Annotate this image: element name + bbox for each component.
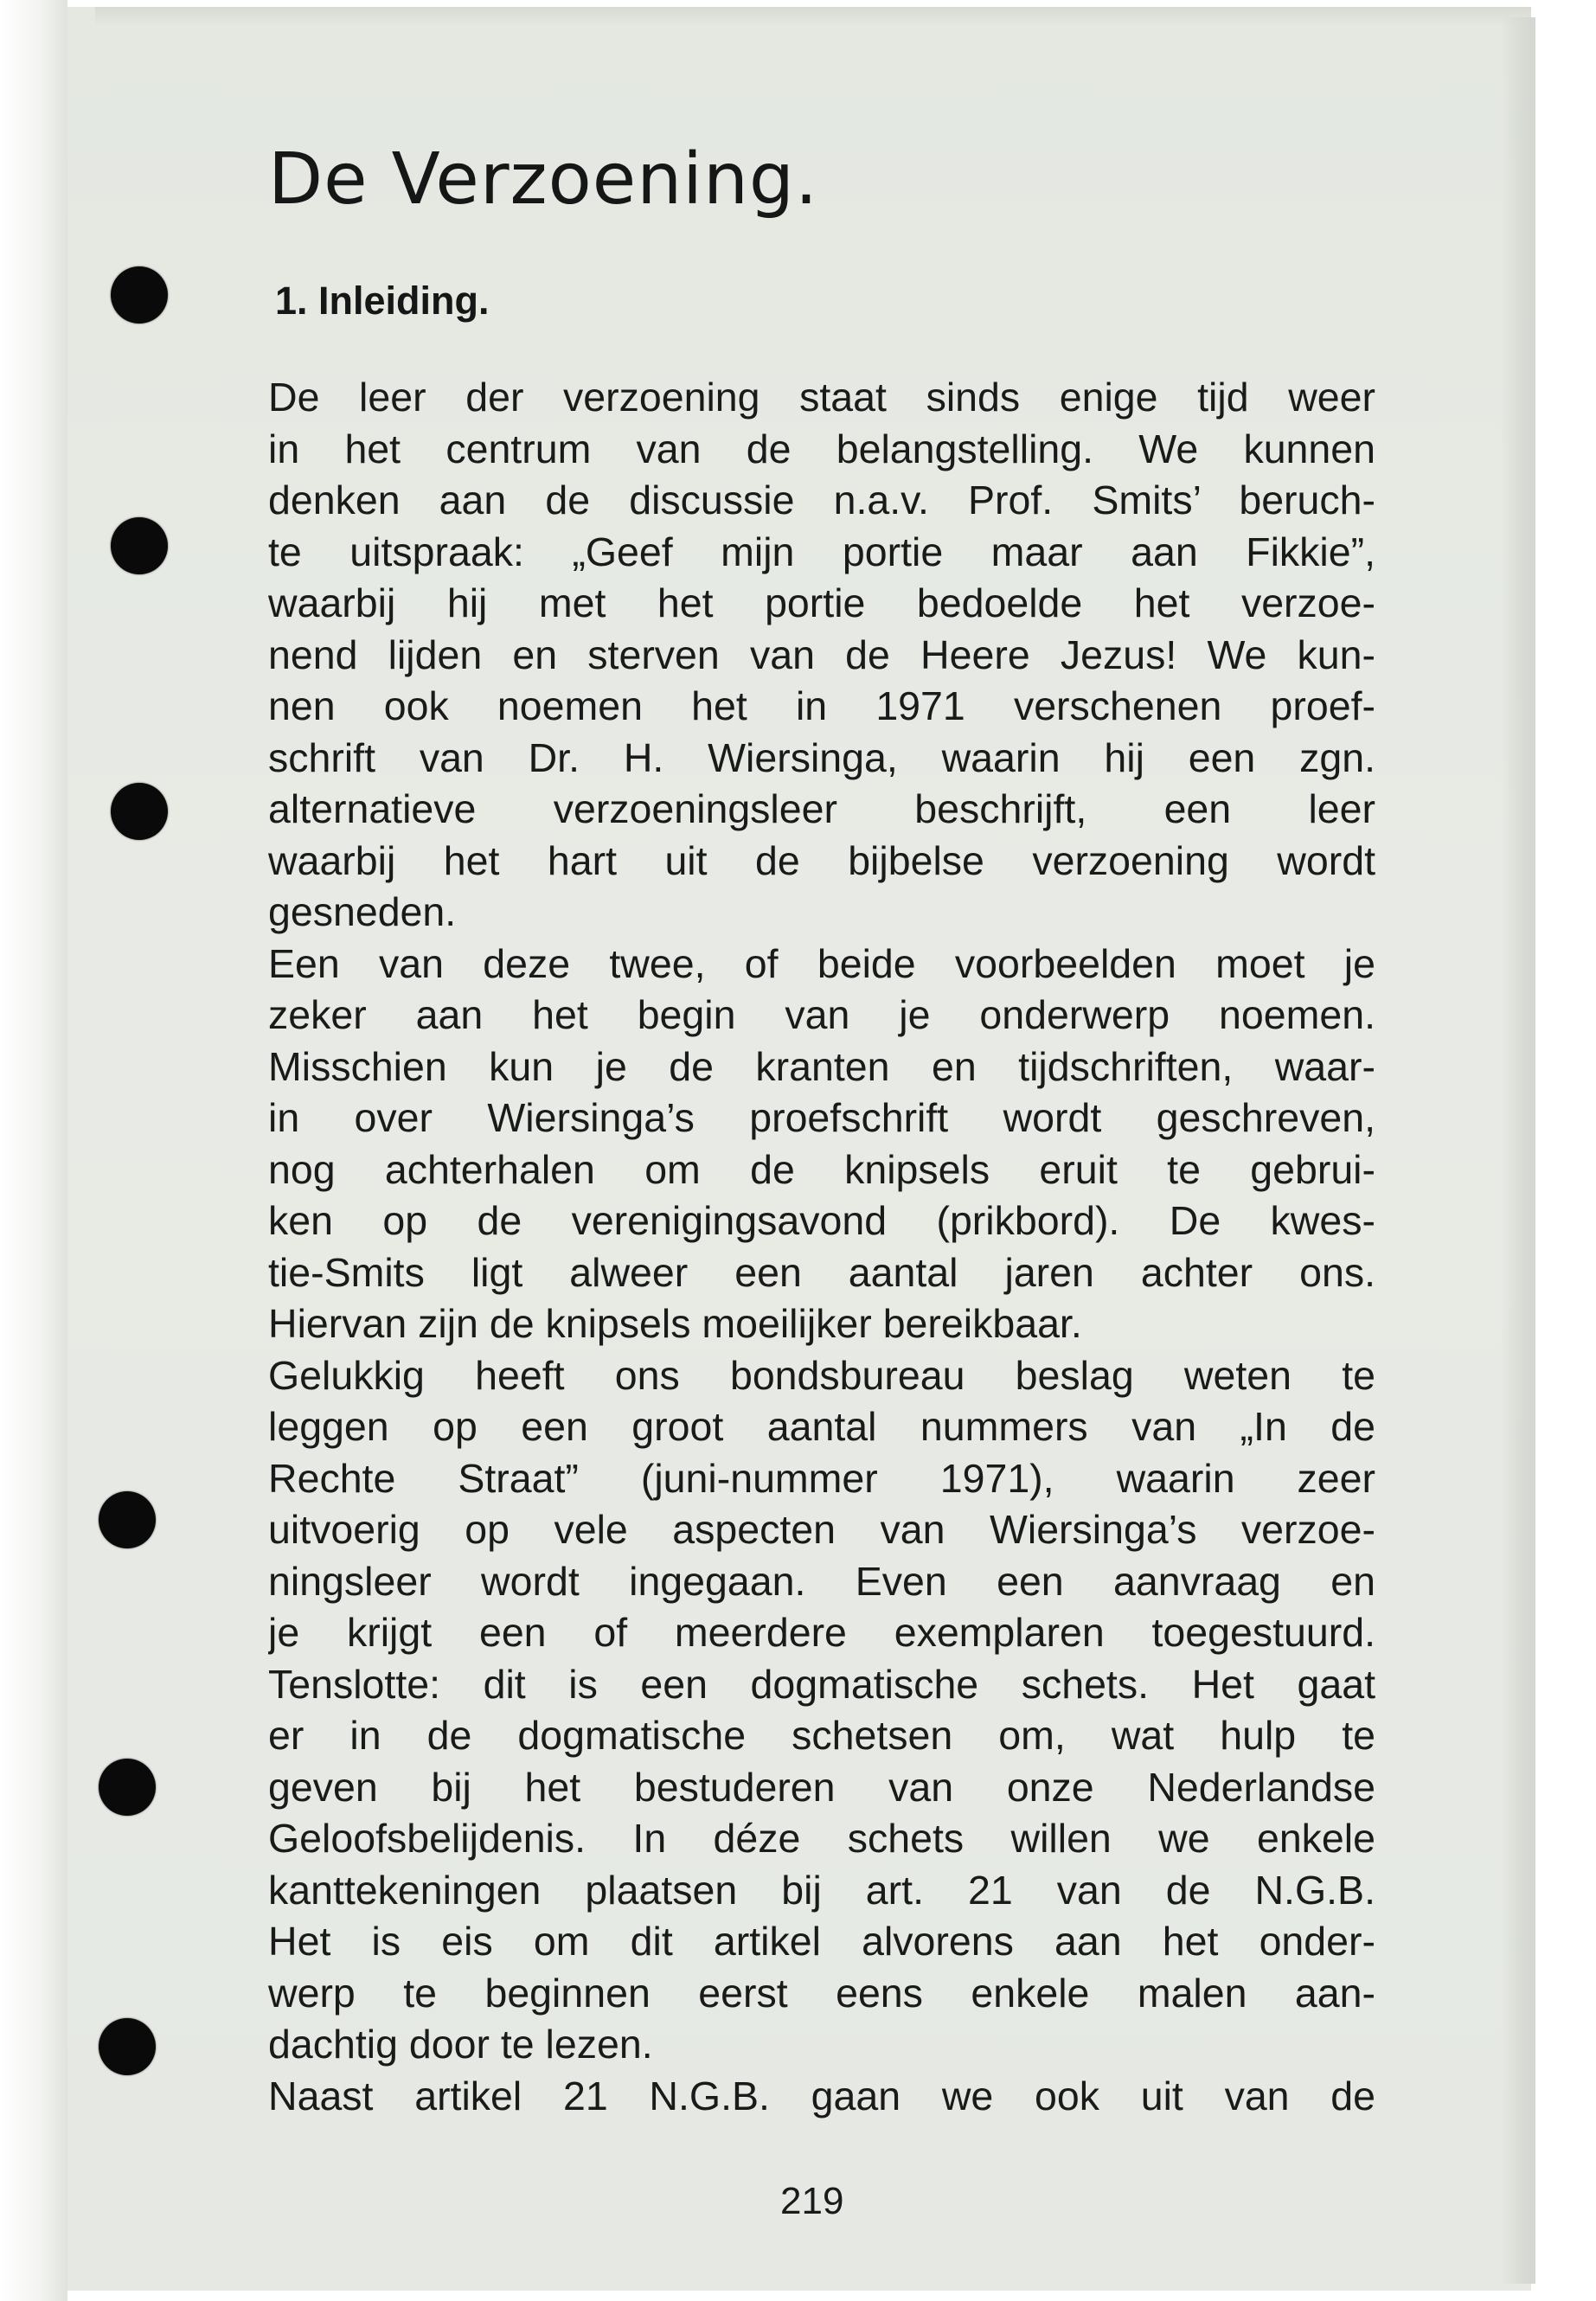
body-text	[268, 372, 1375, 2122]
text-line: Hiervan zijn de knipsels moeilijker bereikbaar.	[268, 1301, 1082, 1346]
text-line: ken op de verenigingsavond (prikbord). De kwes-	[268, 1198, 1375, 1243]
page-number: 219	[780, 2180, 844, 2222]
punch-hole-6	[99, 2018, 156, 2075]
text-line: er in de dogmatische schetsen om, wat hulp te	[268, 1713, 1375, 1758]
text-line: geven bij het bestuderen van onze Nederlandse	[268, 1764, 1375, 1810]
text-line: Geloofsbelijdenis. In déze schets willen we enkele	[268, 1816, 1375, 1861]
text-line: Tenslotte: dit is een dogmatische schets. Het gaat	[268, 1661, 1375, 1707]
text-line: in het centrum van de belangstelling. We kunnen	[268, 426, 1375, 471]
text-line: je krijgt een of meerdere exemplaren toegestuurd.	[268, 1610, 1375, 1655]
punch-hole-1	[111, 266, 168, 324]
text-line: Rechte Straat” (juni-nummer 1971), waarin zeer	[268, 1455, 1375, 1501]
punch-hole-5	[99, 1759, 156, 1816]
text-line: De leer der verzoening staat sinds enige tijd weer	[268, 375, 1375, 420]
text-line: tie-Smits ligt alweer een aantal jaren achter ons.	[268, 1249, 1375, 1295]
text-line: leggen op een groot aantal nummers van „In de	[268, 1404, 1375, 1449]
text-line: zeker aan het begin van je onderwerp noemen.	[268, 992, 1375, 1037]
text-line: Een van deze twee, of beide voorbeelden moet je	[268, 940, 1375, 986]
text-line: dachtig door te lezen.	[268, 2022, 653, 2067]
text-line: denken aan de discussie n.a.v. Prof. Smits’ beruch-	[268, 478, 1375, 522]
text-line: gesneden.	[268, 889, 457, 934]
page-top-shadow	[95, 7, 1531, 26]
text-line: werp te beginnen eerst eens enkele malen aan-	[268, 1970, 1375, 2016]
document-title: De Verzoening.	[268, 138, 819, 221]
text-line: alternatieve verzoeningsleer beschrijft, een leer	[268, 786, 1375, 831]
punch-hole-2	[111, 517, 168, 574]
text-line: Naast artikel 21 N.G.B. gaan we ook uit van de	[268, 2073, 1375, 2118]
text-line: nend lijden en sterven van de Heere Jezus! We kun-	[268, 631, 1375, 677]
text-line: waarbij het hart uit de bijbelse verzoening wordt	[268, 837, 1375, 883]
text-line: kanttekeningen plaatsen bij art. 21 van de N.G.B.	[268, 1867, 1375, 1913]
text-line: Misschien kun je de kranten en tijdschriften, waar-	[268, 1043, 1375, 1089]
text-line: uitvoerig op vele aspecten van Wiersinga’s verzoe-	[268, 1507, 1375, 1552]
scan-background	[0, 0, 67, 2301]
text-line: ningsleer wordt ingegaan. Even een aanvraag en	[268, 1558, 1375, 1604]
section-heading: 1. Inleiding.	[275, 279, 490, 323]
text-line: schrift van Dr. H. Wiersinga, waarin hij een zgn.	[268, 734, 1375, 780]
text-line: waarbij hij met het portie bedoelde het verzoe-	[268, 580, 1375, 625]
text-line: Het is eis om dit artikel alvorens aan het onder-	[268, 1919, 1375, 1964]
punch-hole-4	[99, 1491, 156, 1548]
text-line: nog achterhalen om de knipsels eruit te gebrui-	[268, 1146, 1375, 1192]
text-line: Gelukkig heeft ons bondsbureau beslag weten te	[268, 1352, 1375, 1398]
text-line: in over Wiersinga’s proefschrift wordt geschreven,	[268, 1095, 1375, 1140]
punch-hole-3	[111, 783, 168, 840]
text-line: nen ook noemen het in 1971 verschenen proef-	[268, 683, 1375, 728]
text-line: te uitspraak: „Geef mijn portie maar aan Fikkie”,	[268, 529, 1375, 574]
page-right-edge	[1501, 17, 1535, 2284]
